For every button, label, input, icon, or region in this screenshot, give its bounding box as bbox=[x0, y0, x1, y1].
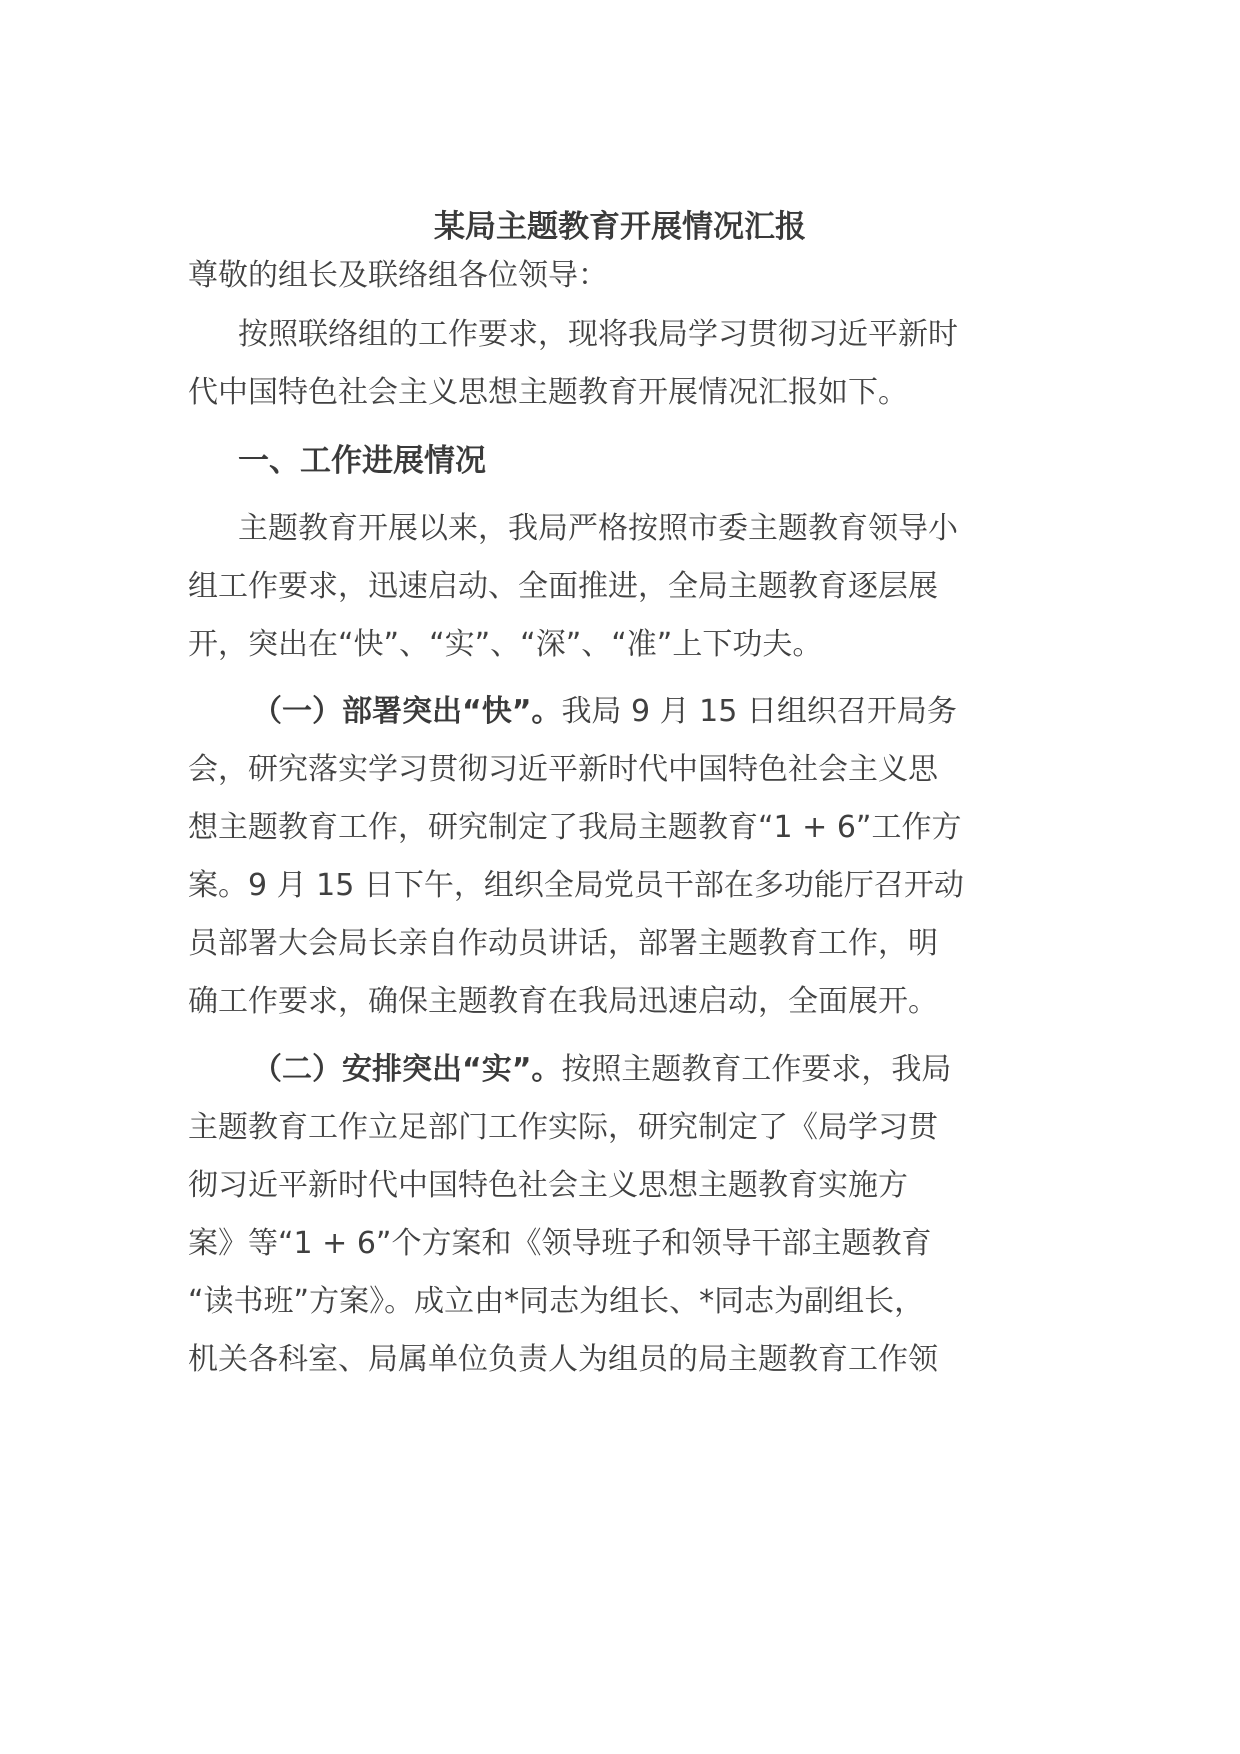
subsection-2-line: 机关各科室、局属单位负责人为组员的局主题教育工作领 bbox=[188, 1342, 938, 1377]
subsection-2-line: “读书班”方案》。成立由*同志为组长、*同志为副组长， bbox=[188, 1284, 925, 1319]
section1-para-line-2: 组工作要求，迅速启动、全面推进，全局主题教育逐层展 bbox=[188, 569, 938, 604]
subsection-1-line: 会，研究落实学习贯彻习近平新时代中国特色社会主义思 bbox=[188, 752, 938, 787]
subsection-2-line: 案》等“1 + 6”个方案和《领导班子和领导干部主题教育 bbox=[188, 1226, 932, 1261]
subsection-1-line: 案。9 月 15 日下午，组织全局党员干部在多功能厅召开动 bbox=[188, 868, 964, 903]
subsection-1-first-line-text: 我局 9 月 15 日组织召开局务 bbox=[561, 694, 957, 729]
intro-line-2: 代中国特色社会主义思想主题教育开展情况汇报如下。 bbox=[188, 375, 908, 410]
subsection-2-first-line bbox=[252, 1050, 951, 1090]
section-heading-1: 一、工作进展情况 bbox=[238, 443, 486, 479]
section1-para-line-1: 主题教育开展以来，我局严格按照市委主题教育领导小 bbox=[238, 511, 958, 546]
subsection-1-label: （一）部署突出“快”。 bbox=[252, 694, 562, 729]
subsection-1-first-line bbox=[252, 692, 957, 732]
subsection-1-line: 员部署大会局长亲自作动员讲话，部署主题教育工作，明 bbox=[188, 926, 938, 961]
document-title: 某局主题教育开展情况汇报 bbox=[434, 209, 806, 245]
subsection-2-line: 彻习近平新时代中国特色社会主义思想主题教育实施方 bbox=[188, 1168, 908, 1203]
intro-line-1: 按照联络组的工作要求，现将我局学习贯彻习近平新时 bbox=[238, 317, 958, 352]
subsection-1-line: 确工作要求，确保主题教育在我局迅速启动，全面展开。 bbox=[188, 984, 938, 1019]
subsection-1-line: 想主题教育工作，研究制定了我局主题教育“1 + 6”工作方 bbox=[188, 810, 962, 845]
salutation: 尊敬的组长及联络组各位领导： bbox=[188, 258, 608, 293]
section1-para-line-3: 开，突出在“快”、“实”、“深”、“准”上下功夫。 bbox=[188, 627, 823, 662]
subsection-2-line: 主题教育工作立足部门工作实际，研究制定了《局学习贯 bbox=[188, 1110, 938, 1145]
subsection-2-first-line-text: 按照主题教育工作要求，我局 bbox=[561, 1052, 952, 1087]
subsection-2-label: （二）安排突出“实”。 bbox=[252, 1052, 562, 1087]
